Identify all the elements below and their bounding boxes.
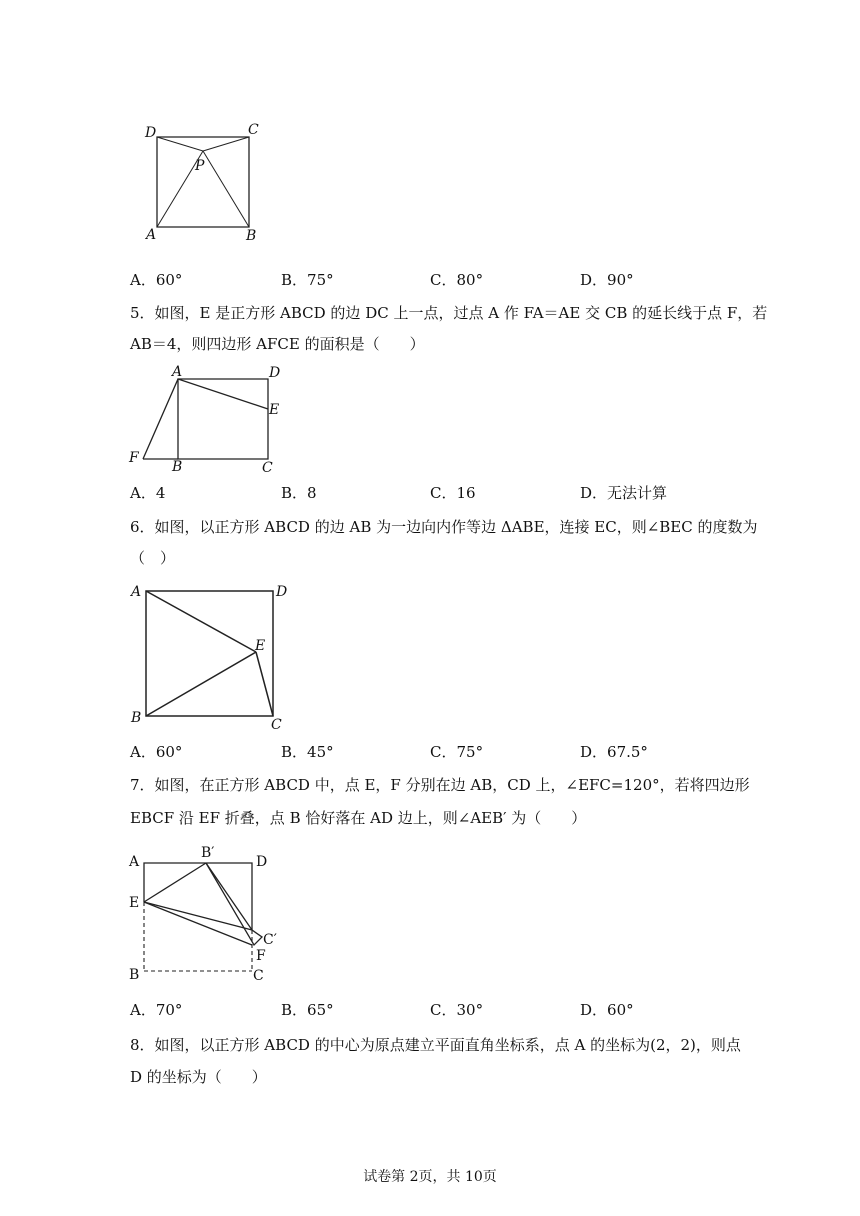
label-C: C (262, 460, 273, 476)
q5-option-c: C．16 (430, 484, 476, 502)
q7-option-c: C．30° (430, 1001, 484, 1019)
figure-q4 (140, 118, 270, 248)
q6-option-a: A．60° (130, 743, 183, 761)
label-C-prime: C′ (263, 932, 277, 948)
label-D: D (276, 584, 288, 600)
q5-text-line1: 5．如图，E 是正方形 ABCD 的边 DC 上一点，过点 A 作 FA＝AE 交 CB 的延长线于点 F，若 (130, 304, 768, 322)
q7-text-line2: EBCF 沿 EF 折叠，点 B 恰好落在 AD 边上，则∠AEB′ 为（ ） (130, 809, 587, 827)
q6-option-b: B．45° (281, 743, 334, 761)
label-C: C (248, 122, 259, 138)
q7-option-a: A．70° (130, 1001, 183, 1019)
q5-option-b: B．8 (281, 484, 317, 502)
q6-option-c: C．75° (430, 743, 484, 761)
q6-text-line1: 6．如图，以正方形 ABCD 的边 AB 为一边向内作等边 ΔABE，连接 EC，则∠BEC 的度数为 (130, 518, 758, 536)
q5-text-line2: AB＝4，则四边形 AFCE 的面积是（ ） (130, 335, 425, 353)
q6-text-line2: （ ） (130, 549, 176, 567)
label-C: C (253, 968, 264, 984)
label-A: A (131, 584, 142, 600)
label-A: A (172, 364, 183, 380)
page-footer: 试卷第 2页，共 10页 (363, 1169, 497, 1185)
label-B: B (246, 228, 257, 244)
q5-option-d: D．无法计算 (580, 484, 668, 502)
q7-option-b: B．65° (281, 1001, 334, 1019)
q8-text-line1: 8．如图，以正方形 ABCD 的中心为原点建立平面直角坐标系，点 A 的坐标为(2，2)，则点 (130, 1036, 741, 1054)
label-F: F (256, 948, 266, 964)
label-A: A (129, 854, 140, 870)
label-B-prime: B′ (201, 845, 215, 861)
q5-option-a: A．4 (130, 484, 166, 502)
label-P: P (195, 158, 205, 174)
q8-text-line2: D 的坐标为（ ） (130, 1068, 267, 1086)
figure-q6 (125, 578, 300, 733)
label-D: D (256, 854, 268, 870)
label-E: E (269, 402, 280, 418)
label-D: D (145, 125, 157, 141)
q6-option-d: D．67.5° (580, 743, 648, 761)
figure-q5 (125, 362, 295, 477)
label-B: B (131, 710, 142, 726)
q4-option-a: A．60° (130, 271, 183, 289)
label-D: D (269, 365, 281, 381)
q4-option-c: C．80° (430, 271, 484, 289)
q4-option-b: B．75° (281, 271, 334, 289)
label-B: B (172, 459, 183, 475)
q7-option-d: D．60° (580, 1001, 634, 1019)
q4-option-d: D．90° (580, 271, 634, 289)
label-E: E (255, 638, 266, 654)
label-C: C (271, 717, 282, 733)
q7-text-line1: 7．如图，在正方形 ABCD 中，点 E，F 分别在边 AB，CD 上，∠EFC=120°，若将四边形 (130, 776, 750, 794)
label-E: E (129, 895, 140, 911)
figure-q7 (125, 840, 300, 990)
label-B: B (129, 967, 140, 983)
label-A: A (146, 227, 157, 243)
label-F: F (129, 450, 139, 466)
